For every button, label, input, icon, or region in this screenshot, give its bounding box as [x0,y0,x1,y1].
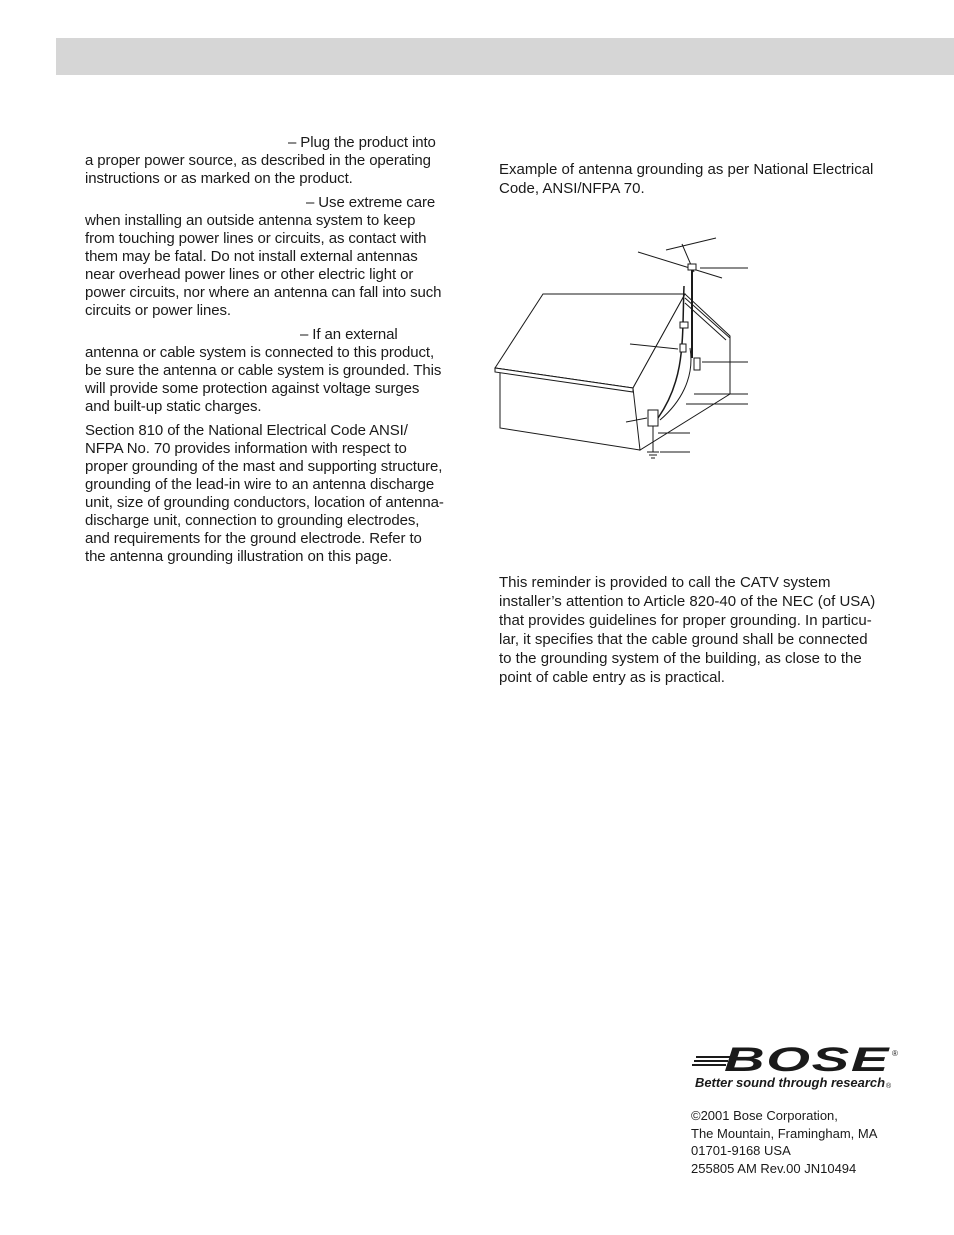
header-bar [56,38,954,75]
antenna-grounding-diagram [490,228,760,468]
power-lines-paragraph: – Use extreme care when installing an outside antenna system to keep from touching power lines or circuits, as contact with them may be fatal. Do not install external antennas near overhead power lines or other electric light or power circuits, nor where an antenna can fall into such circuits or power lines. [85,194,442,319]
bose-tagline: Better sound through research [695,1075,886,1090]
power-sources-paragraph: – Plug the product into a proper power source, as described in the operating instructions or as marked on the product. [85,134,436,187]
address-line: 01701-9168 USA [691,1143,791,1158]
section-810-paragraph: Section 810 of the National Electrical Code ANSI/ NFPA No. 70 provides information with respect to proper grounding of the mast and supporting structure, grounding of the lead-in wire to an antenna discharge unit, size of grounding conductors, location of antenna-discharge unit, connection to grounding electrodes, and requirements for the ground electrode. Refer to the antenna grounding illustration on this page. [85,422,444,565]
diagram-caption [499,160,879,198]
registered-mark: ® [892,1049,898,1058]
company-address [691,1107,877,1177]
antenna-discharge-unit [648,410,658,426]
catv-reminder [499,573,884,687]
catv-reminder-text: This reminder is provided to call the CATV system installer’s attention to Article 820-40 of the NEC (of USA) that provides guidelines for proper grounding. In particu- lar, it specifies that the cable ground shall be connected to the grounding system of the building, as close to the point of cable entry as is practical. [499,574,876,686]
left-column [85,134,445,572]
bose-logo [690,1044,905,1094]
address-line: 255805 AM Rev.00 JN10494 [691,1160,857,1176]
tagline-registered-mark: ® [886,1083,892,1090]
bose-logo-wordmark: BOSE [724,1044,891,1079]
grounding-paragraph: – If an external antenna or cable system is connected to this product, be sure the antenna or cable system is grounded. This will provide some protection against voltage surges and built-up static charges. [85,326,442,415]
address-line: ©2001 Bose Corporation, [691,1108,838,1123]
address-line: The Mountain, Framingham, MA [691,1125,878,1141]
diagram-caption-text: Example of antenna grounding as per National Electrical Code, ANSI/NFPA 70. [499,161,874,197]
antenna-element [638,252,722,278]
